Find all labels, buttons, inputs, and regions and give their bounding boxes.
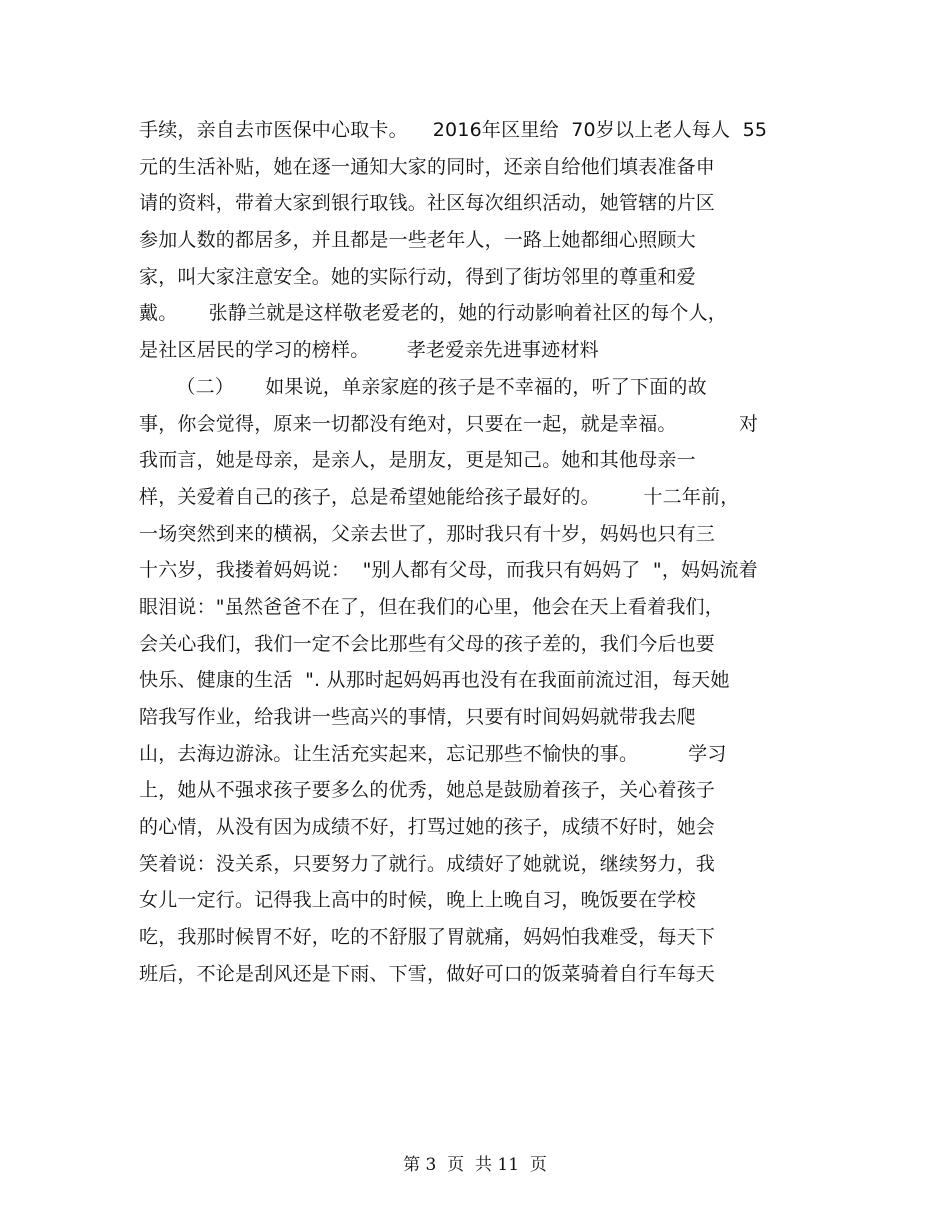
text-line: 十六岁，我搂着妈妈说： "别人都有父母，而我只有妈妈了 "，妈妈流着 (139, 559, 758, 582)
text-line: 手续，亲自去市医保中心取卡。 2016年区里给 70岁以上老人每人 55 (139, 119, 768, 141)
text-line: 参加人数的都居多，并且都是一些老年人，一路上她都细心照顾大 (139, 229, 696, 252)
text-line: 家，叫大家注意安全。她的实际行动，得到了街坊邻里的尊重和爱 (139, 265, 696, 288)
text-line: 戴。 张静兰就是这样敬老爱老的，她的行动影响着社区的每个人， (139, 302, 727, 325)
document-body (139, 112, 819, 993)
text-line: 事，你会觉得，原来一切都没有绝对，只要在一起，就是幸福。 对 (139, 412, 759, 435)
page-number-footer: 第 3 页 共 11 页 (403, 1155, 547, 1175)
text-line: 班后，不论是刮风还是下雨、下雪，做好可口的饭菜骑着自行车每天 (139, 962, 716, 985)
text-line: 女儿一定行。记得我上高中的时候，晚上上晚自习，晚饭要在学校 (139, 889, 696, 912)
text-line: 上，她从不强求孩子要多么的优秀，她总是鼓励着孩子，关心着孩子 (139, 779, 716, 802)
text-line: 会关心我们，我们一定不会比那些有父母的孩子差的，我们今后也要 (139, 632, 716, 655)
text-line: 样，关爱着自己的孩子，总是希望她能给孩子最好的。 十二年前， (139, 485, 740, 508)
text-line: 快乐、健康的生活 ". 从那时起妈妈再也没有在我面前流过泪，每天她 (139, 669, 730, 692)
text-line: 的心情，从没有因为成绩不好，打骂过她的孩子，成绩不好时，她会 (139, 816, 716, 839)
text-line: （二） 如果说，单亲家庭的孩子是不幸福的，听了下面的故 (139, 375, 707, 398)
text-line: 元的生活补贴，她在逐一通知大家的同时，还亲自给他们填表准备申 (139, 155, 716, 178)
text-line: 吃，我那时候胃不好，吃的不舒服了胃就痛，妈妈怕我难受，每天下 (139, 926, 716, 949)
text-line: 笑着说：没关系，只要努力了就行。成绩好了她就说，继续努力，我 (139, 852, 716, 875)
text-line: 一场突然到来的横祸，父亲去世了，那时我只有十岁，妈妈也只有三 (139, 522, 716, 545)
text-line: 是社区居民的学习的榜样。 孝老爱亲先进事迹材料 (139, 339, 599, 362)
text-line: 山，去海边游泳。让生活充实起来，忘记那些不愉快的事。 学习 (139, 742, 727, 765)
text-line: 眼泪说："虽然爸爸不在了，但在我们的心里，他会在天上看着我们， (139, 595, 724, 618)
text-line: 陪我写作业，给我讲一些高兴的事情，只要有时间妈妈就带我去爬 (139, 706, 696, 728)
text-line: 请的资料，带着大家到银行取钱。社区每次组织活动，她管辖的片区 (139, 192, 716, 215)
text-line: 我而言，她是母亲，是亲人，是朋友，更是知己。她和其他母亲一 (139, 449, 696, 472)
